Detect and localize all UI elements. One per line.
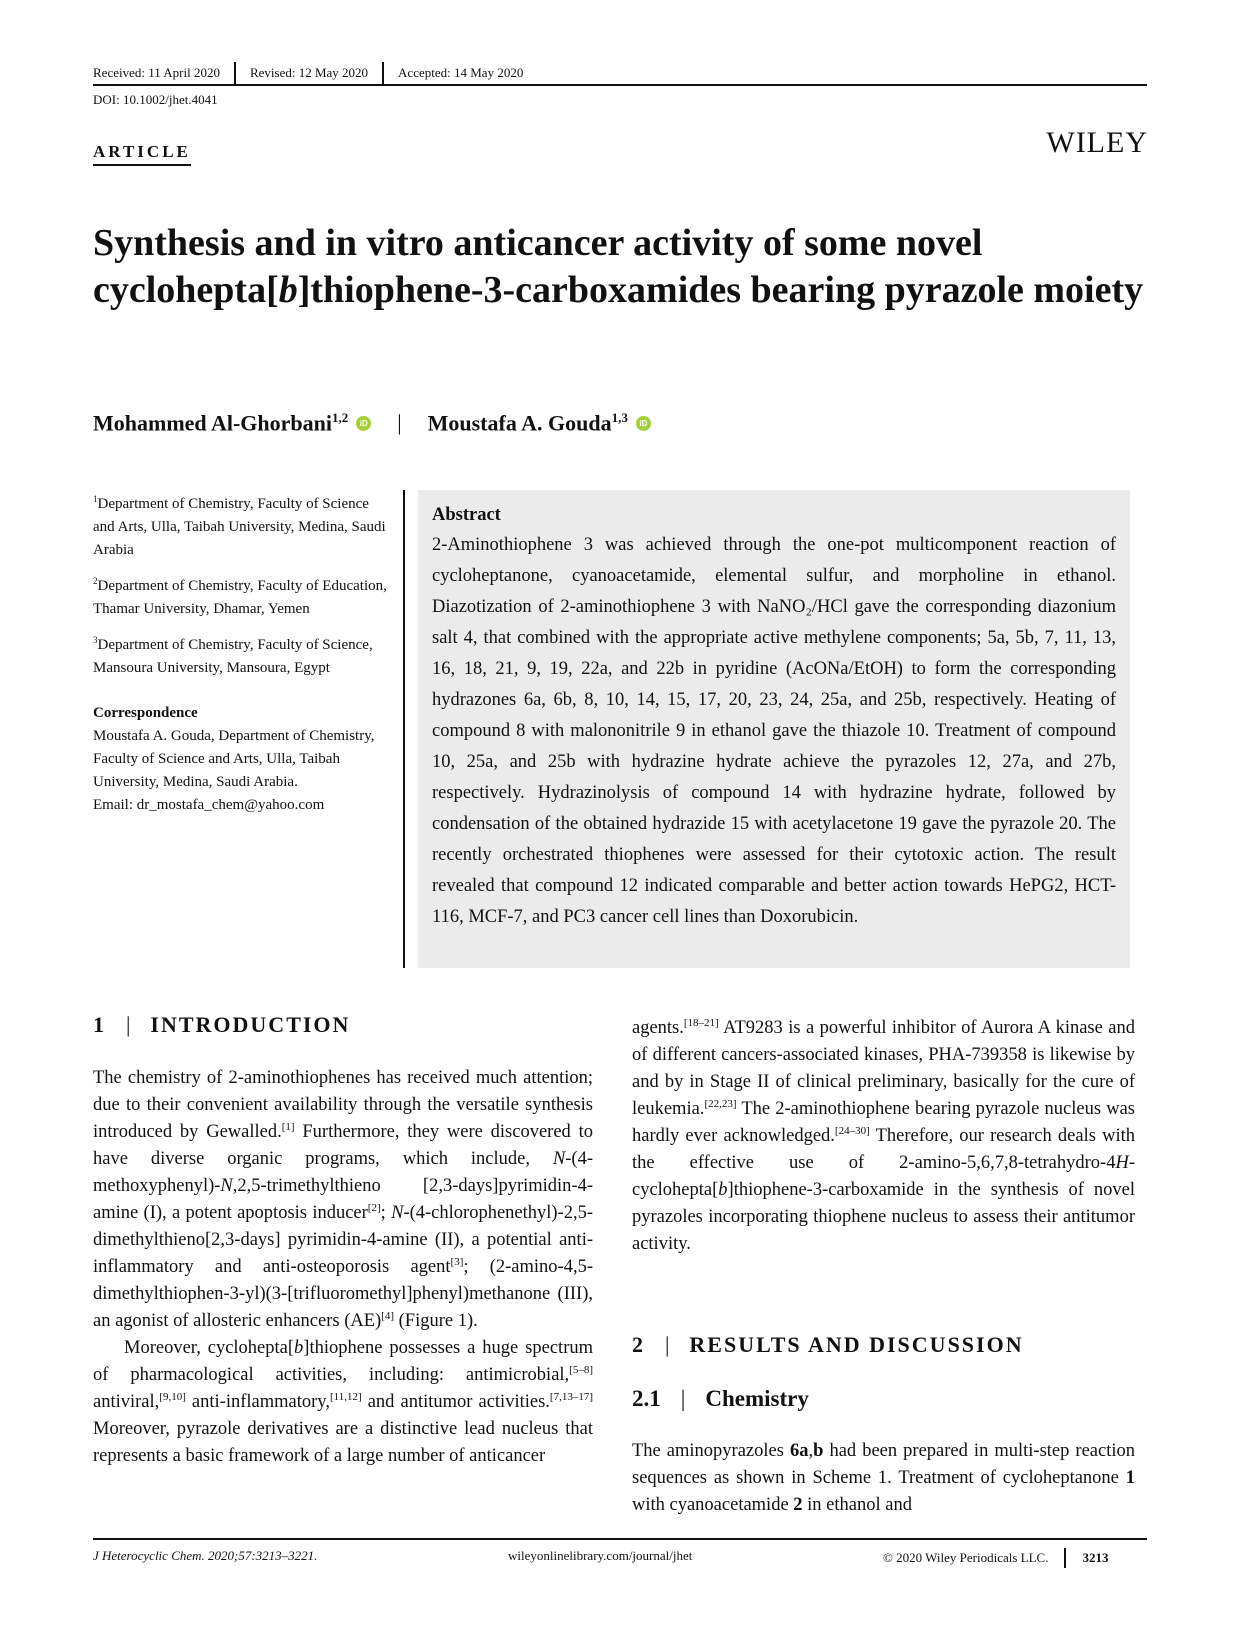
subsection-heading-chemistry: 2.1 | Chemistry [632, 1386, 809, 1411]
received-date: Received: 11 April 2020 [93, 65, 220, 80]
affiliation: $^3$Department of Chemistry, Faculty of Science, Mansoura University, Mansoura, Egypt [93, 635, 373, 676]
abstract-heading: Abstract [432, 505, 501, 525]
accepted-date: Accepted: 14 May 2020 [398, 65, 524, 80]
author-name[interactable]: Moustafa A. Gouda$^{1,3}$ [427, 410, 628, 436]
intro-paragraph-continued: agents.[18–21] AT9283 is a powerful inhibitor of Aurora A kinase and of different cancers-associated kinases, PHA-739358 is likewise by and by in Stage II of clinical preliminary, basically for the cure of leukemia.[22,23] The 2-aminothiophene bearing pyrazole nucleus was hardly ever acknowledged.[24–30] Therefore, our research deals with the effective use of 2-amino-5,6,7,8-tetrahydro-4H-cyclohepta[b]thiophene-3-carboxamide in the synthesis of novel pyrazoles incorporating thiophene nucleus to assess their antitumor activity. [632, 1016, 1135, 1254]
journal-url[interactable]: wileyonlinelibrary.com/journal/jhet [508, 1548, 693, 1563]
journal-citation: J Heterocyclic Chem. 2020;57:3213–3221. [93, 1548, 318, 1563]
citation[interactable]: [3] [450, 1255, 464, 1268]
orcid-icon[interactable]: iD [636, 416, 651, 431]
revised-date: Revised: 12 May 2020 [249, 65, 369, 80]
abstract-text: 2-Aminothiophene 3 was achieved through the one-pot multicomponent reaction of cycloheptanone, cyanoacetamide, elemental sulfur, and morpholine in ethanol. Diazotization of 2-aminothiophene 3 with NaNO₂/HCl gave the corresponding diazonium salt 4, that combined with the appropriate active methylene components; 5a, 5b, 7, 11, 13, 16, 18, 21, 9, 19, 22a, and 22b in pyridine (AcONa/EtOH) to form the corresponding hydrazones 6a, 6b, 8, 10, 14, 15, 17, 20, 23, 24, 25a, and 25b, respectively. Heating of compound 8 with malononitrile 9 in ethanol gave the thiazole 10. Treatment of compound 10, 25a, and 25b with hydrazine hydrate achieve the pyrazoles 12, 27a, and 27b, respectively. Hydrazinolysis of compound 14 with hydrazine hydrate, followed by condensation of the obtained hydrazide 15 with acetylacetone 19 gave the pyrazole 20. The recently orchestrated thiophenes were assessed for their cytotoxic action. The result revealed that compound 12 indicated comparable and better action towards HePG2, HCT-116, MCF-7, and PC3 cancer cell lines than Doxorubicin. [432, 535, 1116, 927]
author-list [93, 410, 651, 436]
footer-divider [1064, 1548, 1066, 1568]
citation[interactable]: [1] [281, 1120, 295, 1133]
citation[interactable]: [11,12] [329, 1390, 362, 1403]
chemistry-paragraph: The aminopyrazoles 6a,b had been prepared in multi-step reaction sequences as shown in Scheme 1. Treatment of cycloheptanone 1 with cyanoacetamide 2 in ethanol and [632, 1441, 1135, 1515]
publisher-logo: WILEY [1046, 126, 1148, 159]
doi[interactable]: DOI: 10.1002/jhet.4041 [93, 92, 218, 107]
intro-column [93, 1065, 593, 1470]
chemistry-column [632, 1438, 1135, 1519]
date-divider [382, 62, 384, 84]
article-label: ARTICLE [93, 142, 191, 166]
correspondence-text: Moustafa A. Gouda, Department of Chemistry, Faculty of Science and Arts, Ulla, Taibah University, Medina, Saudi Arabia. [93, 728, 375, 790]
footer-right [883, 1548, 1108, 1568]
page-number: 3213 [1082, 1550, 1109, 1565]
right-column [632, 1015, 1135, 1258]
citation[interactable]: [7,13–17] [549, 1390, 593, 1403]
citation[interactable]: [18–21] [683, 1016, 719, 1029]
correspondence-heading: Correspondence [93, 705, 198, 721]
section-heading-results: 2 | RESULTS AND DISCUSSION [632, 1332, 1024, 1357]
citation[interactable]: [2] [367, 1201, 381, 1214]
intro-paragraph: Moreover, cyclohepta[b]thiophene possesses a huge spectrum of pharmacological activities, including: antimicrobial,[5–8] antiviral,[9,10] anti-inflammatory,[11,12] and antitumor activities.[7,13–17] Moreover, pyrazole derivatives are a distinctive lead nucleus that represents a basic framework of a large number of anticancer [93, 1338, 593, 1466]
affiliations [93, 488, 393, 817]
abstract-box [418, 490, 1130, 968]
section-heading-introduction: 1 | INTRODUCTION [93, 1012, 351, 1037]
correspondence-email[interactable]: Email: dr_mostafa_chem@yahoo.com [93, 797, 325, 813]
citation[interactable]: [5–8] [569, 1363, 593, 1376]
intro-paragraph: The chemistry of 2-aminothiophenes has received much attention; due to their convenient availability through the versatile synthesis introduced by Gewalled.[1] Furthermore, they were discovered to have diverse organic programs, which include, N-(4-methoxyphenyl)-N,2,5-trimethylthieno [2,3-days]pyrimidin-4-amine (I), a potent apoptosis inducer[2]; N-(4-chlorophenethyl)-2,5-dimethylthieno[2,3-days] pyrimidin-4-amine (II), a potential anti-inflammatory and anti-osteoporosis agent[3]; (2-amino-4,5-dimethylthiophen-3-yl)(3-[trifluoromethyl]phenyl)methanone (III), an agonist of allosteric enhancers (AE)[4] (Figure 1). [93, 1068, 594, 1331]
affiliation: $^2$Department of Chemistry, Faculty of Education, Thamar University, Dhamar, Yemen [93, 576, 387, 617]
footer-rule [93, 1538, 1147, 1540]
paper-title: Synthesis and in vitro anticancer activity of some novel cyclohepta[b]thiophene-3-carboxamides bearing pyrazole moiety [93, 222, 1144, 311]
header-rule [93, 84, 1147, 86]
affiliation: $^1$Department of Chemistry, Faculty of Science and Arts, Ulla, Taibah University, Medina, Saudi Arabia [93, 494, 386, 558]
citation[interactable]: [22,23] [704, 1097, 737, 1110]
copyright: © 2020 Wiley Periodicals LLC. [883, 1550, 1049, 1565]
abstract-divider [403, 490, 405, 968]
author-name[interactable]: Mohammed Al-Ghorbani$^{1,2}$ [93, 410, 349, 436]
author-separator: | [397, 410, 402, 436]
citation[interactable]: [4] [381, 1309, 395, 1322]
article-dates [93, 62, 523, 84]
citation[interactable]: [9,10] [159, 1390, 186, 1403]
citation[interactable]: [24–30] [834, 1124, 870, 1137]
orcid-icon[interactable]: iD [356, 416, 371, 431]
date-divider [234, 62, 236, 84]
